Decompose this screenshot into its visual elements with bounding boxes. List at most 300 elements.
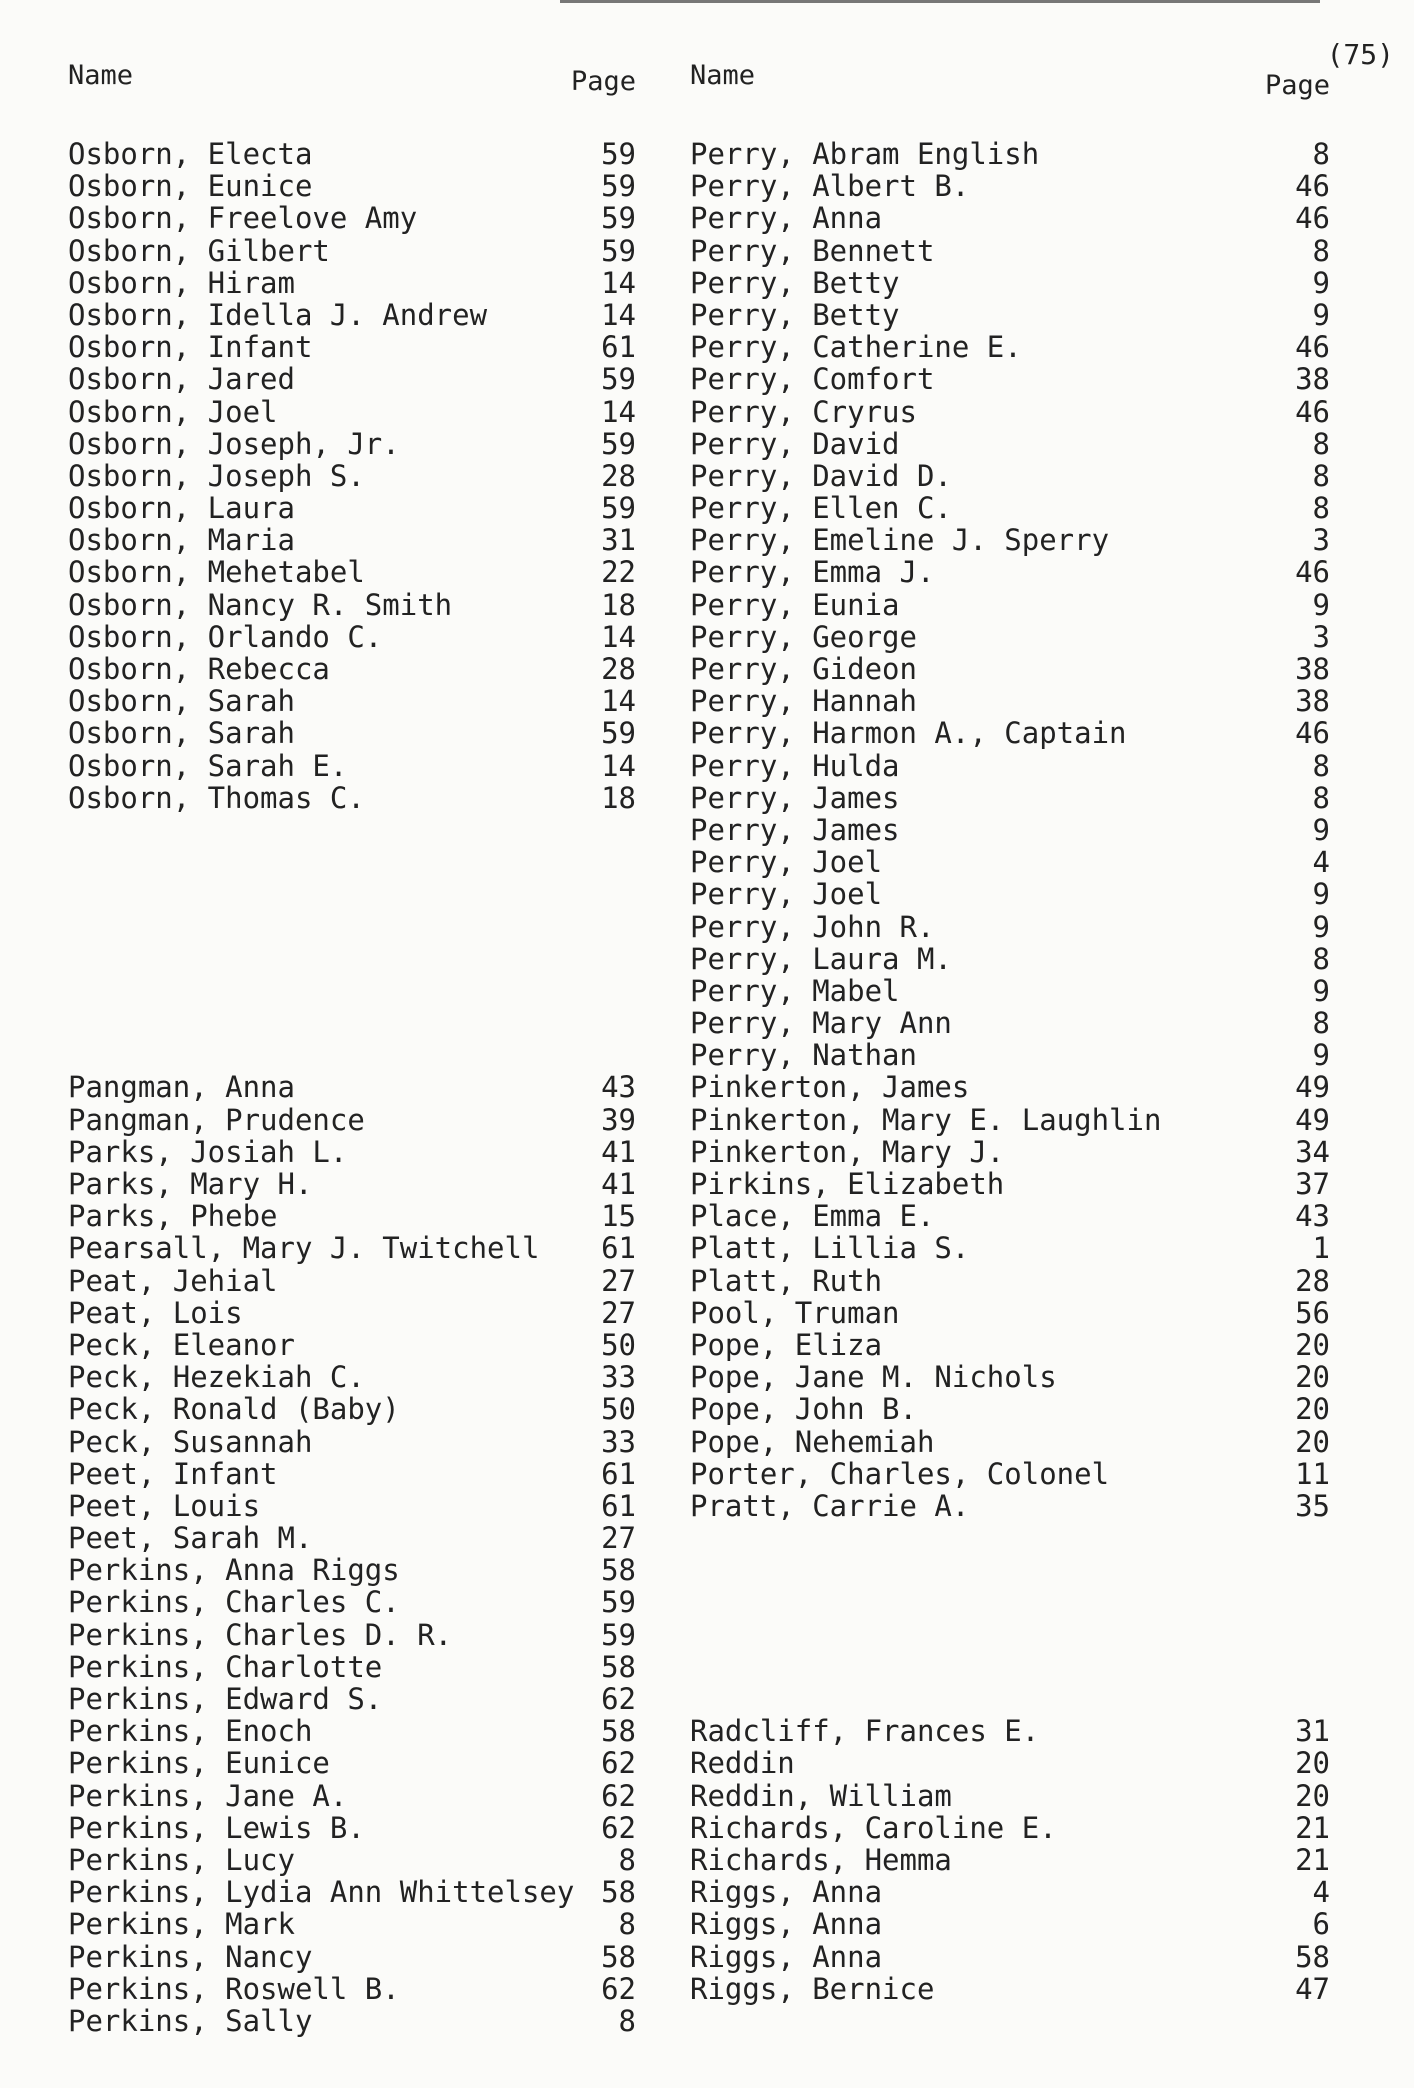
entry-name: Peat, Jehial xyxy=(68,1263,278,1298)
entry-name: Perry, George xyxy=(690,619,917,654)
index-entry xyxy=(690,460,1330,492)
entry-page: 8 xyxy=(618,1907,636,1942)
entry-name: Perkins, Lucy xyxy=(68,1842,295,1877)
entry-name: Perry, Catherine E. xyxy=(690,330,1022,365)
entry-name: Osborn, Mehetabel xyxy=(68,555,365,590)
entry-name: Pope, Jane M. Nichols xyxy=(690,1360,1057,1395)
entry-name: Radcliff, Frances E. xyxy=(690,1714,1040,1749)
entry-page: 8 xyxy=(1312,233,1330,268)
entry-page: 58 xyxy=(601,1875,636,1910)
entry-name: Osborn, Idella J. Andrew xyxy=(68,297,488,332)
entry-name: Perry, Betty xyxy=(690,297,900,332)
index-entry xyxy=(68,1329,636,1361)
page-number: (75) xyxy=(1326,38,1394,71)
index-entry xyxy=(68,1651,636,1683)
entry-page: 4 xyxy=(1312,1875,1330,1910)
entry-page: 14 xyxy=(601,748,636,783)
index-entry xyxy=(68,363,636,395)
entry-name: Perkins, Lewis B. xyxy=(68,1810,365,1845)
entry-name: Pratt, Carrie A. xyxy=(690,1488,970,1523)
entry-page: 46 xyxy=(1295,169,1330,204)
entry-name: Osborn, Freelove Amy xyxy=(68,201,418,236)
index-entry xyxy=(68,1265,636,1297)
index-entry xyxy=(690,267,1330,299)
index-entry xyxy=(690,685,1330,717)
index-entry xyxy=(68,1361,636,1393)
entry-page: 31 xyxy=(601,523,636,558)
index-entry xyxy=(690,1136,1330,1168)
entry-name: Perkins, Roswell B. xyxy=(68,1971,400,2006)
entry-name: Perry, Abram English xyxy=(690,137,1040,171)
entry-name: Perry, Nathan xyxy=(690,1038,917,1073)
entry-page: 28 xyxy=(601,458,636,493)
entry-page: 20 xyxy=(1295,1392,1330,1427)
index-entry xyxy=(68,170,636,202)
entry-name: Perkins, Charles D. R. xyxy=(68,1617,453,1652)
index-entry xyxy=(690,299,1330,331)
entry-page: 8 xyxy=(1312,1006,1330,1041)
entry-page: 46 xyxy=(1295,330,1330,365)
index-entry xyxy=(690,396,1330,428)
top-rule xyxy=(560,0,1320,3)
index-entry xyxy=(68,782,636,814)
index-entry xyxy=(690,524,1330,556)
index-entry xyxy=(690,1941,1330,1973)
index-entry xyxy=(690,1844,1330,1876)
index-entry xyxy=(690,1586,1330,1618)
index-entry xyxy=(690,975,1330,1007)
entry-name: Perry, Hannah xyxy=(690,684,917,719)
entry-page: 28 xyxy=(601,652,636,686)
entry-page: 9 xyxy=(1312,877,1330,912)
entry-page: 59 xyxy=(601,201,636,236)
entry-name: Perkins, Enoch xyxy=(68,1714,313,1749)
index-entry xyxy=(68,1104,636,1136)
entry-page: 20 xyxy=(1295,1360,1330,1395)
index-entry xyxy=(690,1812,1330,1844)
entry-page: 46 xyxy=(1295,555,1330,590)
index-entry xyxy=(690,1265,1330,1297)
index-entry xyxy=(690,492,1330,524)
entry-page: 61 xyxy=(601,1231,636,1266)
index-entry xyxy=(690,911,1330,943)
index-entry xyxy=(68,267,636,299)
index-entry xyxy=(68,1747,636,1779)
entry-page: 11 xyxy=(1295,1456,1330,1491)
entry-page: 46 xyxy=(1295,716,1330,751)
entry-page: 58 xyxy=(1295,1939,1330,1974)
entry-page: 58 xyxy=(601,1553,636,1588)
index-entry xyxy=(690,1458,1330,1490)
entry-name: Platt, Lillia S. xyxy=(690,1231,970,1266)
entry-name: Perry, David xyxy=(690,426,900,461)
entry-name: Peet, Infant xyxy=(68,1456,278,1491)
entry-name: Perry, Eunia xyxy=(690,587,900,622)
index-entry xyxy=(690,782,1330,814)
entry-page: 9 xyxy=(1312,297,1330,332)
index-entry xyxy=(68,685,636,717)
entry-page: 49 xyxy=(1295,1102,1330,1137)
entry-page: 59 xyxy=(601,716,636,751)
index-entry xyxy=(690,1522,1330,1554)
entry-name: Perkins, Mark xyxy=(68,1907,295,1942)
entry-page: 62 xyxy=(601,1810,636,1845)
index-entry xyxy=(68,1490,636,1522)
index-entry xyxy=(690,235,1330,267)
entry-page: 8 xyxy=(1312,748,1330,783)
entry-page: 58 xyxy=(601,1649,636,1684)
index-entry xyxy=(68,1973,636,2005)
name-header: Name xyxy=(690,60,756,91)
index-entry xyxy=(690,1490,1330,1522)
entry-page: 56 xyxy=(1295,1295,1330,1330)
entry-page: 33 xyxy=(601,1424,636,1459)
index-entry xyxy=(68,943,636,975)
index-entry xyxy=(690,1554,1330,1586)
entry-name: Perry, Laura M. xyxy=(690,941,952,976)
entry-page: 20 xyxy=(1295,1746,1330,1781)
index-entry xyxy=(690,1426,1330,1458)
entry-name: Riggs, Anna xyxy=(690,1939,883,1974)
index-entry xyxy=(68,1393,636,1425)
index-entry xyxy=(690,1651,1330,1683)
entry-page: 41 xyxy=(601,1134,636,1169)
entry-page: 20 xyxy=(1295,1424,1330,1459)
entry-name: Osborn, Orlando C. xyxy=(68,619,383,654)
entry-name: Perry, Albert B. xyxy=(690,169,970,204)
entry-name: Perry, Harmon A., Captain xyxy=(690,716,1127,751)
entry-page: 8 xyxy=(1312,137,1330,171)
entry-page: 14 xyxy=(601,619,636,654)
index-entry xyxy=(690,1876,1330,1908)
entry-name: Perkins, Charles C. xyxy=(68,1585,400,1620)
entry-name: Perkins, Lydia Ann Whittelsey xyxy=(68,1875,575,1910)
entry-name: Pool, Truman xyxy=(690,1295,900,1330)
entry-name: Osborn, Joseph S. xyxy=(68,458,365,493)
entry-page: 8 xyxy=(1312,780,1330,815)
index-entry xyxy=(690,589,1330,621)
entry-name: Porter, Charles, Colonel xyxy=(690,1456,1110,1491)
index-entry xyxy=(690,1329,1330,1361)
entry-name: Perkins, Nancy xyxy=(68,1939,313,1974)
index-entry xyxy=(68,1007,636,1039)
index-entry xyxy=(690,138,1330,170)
entry-page: 62 xyxy=(601,1682,636,1716)
entry-name: Peck, Hezekiah C. xyxy=(68,1360,365,1395)
index-entry xyxy=(68,460,636,492)
index-entry xyxy=(690,1168,1330,1200)
entry-page: 15 xyxy=(601,1199,636,1234)
index-entry xyxy=(690,1104,1330,1136)
entry-page: 8 xyxy=(618,2003,636,2038)
entry-page: 58 xyxy=(601,1939,636,1974)
entry-name: Pope, Eliza xyxy=(690,1327,883,1362)
entry-name: Perry, Anna xyxy=(690,201,883,236)
index-entry xyxy=(690,1071,1330,1103)
index-entry xyxy=(690,363,1330,395)
index-entry xyxy=(68,1941,636,1973)
entry-page: 59 xyxy=(601,1617,636,1652)
entry-page: 33 xyxy=(601,1360,636,1395)
index-entry xyxy=(68,138,636,170)
entry-name: Pangman, Anna xyxy=(68,1070,295,1105)
index-entry xyxy=(68,1200,636,1232)
index-entry xyxy=(68,299,636,331)
index-entry xyxy=(68,1458,636,1490)
index-entry xyxy=(68,814,636,846)
index-entry xyxy=(68,1586,636,1618)
entry-page: 38 xyxy=(1295,362,1330,397)
entry-page: 35 xyxy=(1295,1488,1330,1523)
entry-page: 9 xyxy=(1312,909,1330,944)
entry-page: 62 xyxy=(601,1778,636,1813)
entry-page: 61 xyxy=(601,330,636,365)
index-entry xyxy=(690,1747,1330,1779)
entry-page: 27 xyxy=(601,1521,636,1556)
index-entry xyxy=(68,1683,636,1715)
index-entry xyxy=(68,750,636,782)
entry-page: 14 xyxy=(601,297,636,332)
index-entry xyxy=(690,1200,1330,1232)
entry-name: Place, Emma E. xyxy=(690,1199,935,1234)
column-header xyxy=(690,60,1330,101)
entry-name: Perry, James xyxy=(690,780,900,815)
entry-name: Peck, Susannah xyxy=(68,1424,313,1459)
entry-name: Osborn, Eunice xyxy=(68,169,313,204)
entry-name: Pinkerton, Mary E. Laughlin xyxy=(690,1102,1162,1137)
index-entry xyxy=(690,1908,1330,1940)
index-entry xyxy=(68,975,636,1007)
entry-name: Reddin, William xyxy=(690,1778,952,1813)
entry-name: Perry, Emeline J. Sperry xyxy=(690,523,1110,558)
entry-page: 18 xyxy=(601,587,636,622)
index-entry xyxy=(690,846,1330,878)
index-entry xyxy=(68,1232,636,1264)
entry-page: 8 xyxy=(618,1842,636,1877)
index-entry xyxy=(68,911,636,943)
page-header: Page xyxy=(1264,70,1330,101)
entry-page: 59 xyxy=(601,491,636,526)
entry-page: 61 xyxy=(601,1456,636,1491)
index-entry xyxy=(690,943,1330,975)
entry-page: 58 xyxy=(601,1714,636,1749)
entry-name: Peet, Sarah M. xyxy=(68,1521,313,1556)
entry-name: Perry, David D. xyxy=(690,458,952,493)
entry-name: Pinkerton, Mary J. xyxy=(690,1134,1005,1169)
entry-name: Osborn, Joseph, Jr. xyxy=(68,426,400,461)
entry-name: Perry, Comfort xyxy=(690,362,935,397)
entry-name: Platt, Ruth xyxy=(690,1263,883,1298)
index-entry xyxy=(690,653,1330,685)
entry-page: 38 xyxy=(1295,652,1330,686)
index-entry xyxy=(68,1168,636,1200)
entry-name: Perkins, Charlotte xyxy=(68,1649,383,1684)
entry-name: Perry, Cryrus xyxy=(690,394,917,429)
index-entry xyxy=(690,428,1330,460)
index-entry xyxy=(690,750,1330,782)
entry-name: Peat, Lois xyxy=(68,1295,243,1330)
index-entry xyxy=(68,396,636,428)
entry-page: 8 xyxy=(1312,941,1330,976)
entry-name: Parks, Mary H. xyxy=(68,1167,313,1201)
entry-page: 14 xyxy=(601,394,636,429)
entry-page: 62 xyxy=(601,1971,636,2006)
entry-page: 34 xyxy=(1295,1134,1330,1169)
index-entry xyxy=(68,717,636,749)
entry-name: Osborn, Sarah E. xyxy=(68,748,348,783)
entry-page: 28 xyxy=(1295,1263,1330,1298)
entry-name: Richards, Caroline E. xyxy=(690,1810,1057,1845)
entry-page: 21 xyxy=(1295,1842,1330,1877)
index-entry xyxy=(68,556,636,588)
entry-name: Osborn, Electa xyxy=(68,137,313,171)
entry-name: Pirkins, Elizabeth xyxy=(690,1167,1005,1201)
entry-name: Riggs, Anna xyxy=(690,1907,883,1942)
entry-page: 59 xyxy=(601,362,636,397)
entry-page: 27 xyxy=(601,1295,636,1330)
entry-page: 27 xyxy=(601,1263,636,1298)
index-entry xyxy=(690,814,1330,846)
index-entry xyxy=(68,1297,636,1329)
entry-name: Perry, Bennett xyxy=(690,233,935,268)
entry-page: 59 xyxy=(601,169,636,204)
entry-name: Perry, James xyxy=(690,812,900,847)
entry-page: 14 xyxy=(601,684,636,719)
entry-page: 47 xyxy=(1295,1971,1330,2006)
entry-name: Perry, Hulda xyxy=(690,748,900,783)
index-entry xyxy=(68,1812,636,1844)
entry-name: Perkins, Anna Riggs xyxy=(68,1553,400,1588)
entry-page: 3 xyxy=(1312,523,1330,558)
index-entry xyxy=(68,524,636,556)
entry-page: 8 xyxy=(1312,491,1330,526)
entry-page: 4 xyxy=(1312,845,1330,880)
entry-page: 46 xyxy=(1295,201,1330,236)
entry-page: 9 xyxy=(1312,265,1330,300)
index-entry xyxy=(68,1844,636,1876)
entry-page: 49 xyxy=(1295,1070,1330,1105)
index-entry xyxy=(690,717,1330,749)
entry-page: 50 xyxy=(601,1327,636,1362)
index-entry xyxy=(68,1780,636,1812)
entry-page: 43 xyxy=(601,1070,636,1105)
entry-page: 59 xyxy=(601,1585,636,1620)
entry-name: Perkins, Edward S. xyxy=(68,1682,383,1716)
index-entry xyxy=(690,1039,1330,1071)
entry-name: Reddin xyxy=(690,1746,795,1781)
entry-page: 41 xyxy=(601,1167,636,1201)
entry-list-left xyxy=(68,138,636,2037)
entry-page: 18 xyxy=(601,780,636,815)
index-entry xyxy=(68,621,636,653)
entry-name: Pinkerton, James xyxy=(690,1070,970,1105)
entry-name: Perry, Mabel xyxy=(690,973,900,1008)
entry-name: Parks, Phebe xyxy=(68,1199,278,1234)
index-entry xyxy=(68,589,636,621)
entry-page: 3 xyxy=(1312,619,1330,654)
entry-name: Perkins, Eunice xyxy=(68,1746,330,1781)
page-header: Page xyxy=(570,66,636,97)
entry-page: 1 xyxy=(1312,1231,1330,1266)
index-entry xyxy=(68,1071,636,1103)
entry-name: Perry, Betty xyxy=(690,265,900,300)
entry-name: Riggs, Bernice xyxy=(690,1971,935,2006)
entry-page: 62 xyxy=(601,1746,636,1781)
entry-page: 9 xyxy=(1312,587,1330,622)
index-entry xyxy=(690,1619,1330,1651)
entry-name: Osborn, Laura xyxy=(68,491,295,526)
entry-page: 37 xyxy=(1295,1167,1330,1201)
index-entry xyxy=(68,235,636,267)
index-entry xyxy=(68,1908,636,1940)
index-entry xyxy=(690,556,1330,588)
entry-page: 9 xyxy=(1312,973,1330,1008)
index-entry xyxy=(690,1297,1330,1329)
index-entry xyxy=(690,1715,1330,1747)
entry-page: 22 xyxy=(601,555,636,590)
entry-name: Osborn, Sarah xyxy=(68,716,295,751)
entry-name: Perry, Gideon xyxy=(690,652,917,686)
entry-page: 8 xyxy=(1312,426,1330,461)
index-entry xyxy=(68,1522,636,1554)
entry-name: Pangman, Prudence xyxy=(68,1102,365,1137)
index-entry xyxy=(68,1136,636,1168)
entry-name: Osborn, Gilbert xyxy=(68,233,330,268)
entry-page: 9 xyxy=(1312,1038,1330,1073)
entry-page: 38 xyxy=(1295,684,1330,719)
index-entry xyxy=(690,170,1330,202)
index-entry xyxy=(68,1554,636,1586)
entry-name: Perry, Joel xyxy=(690,845,883,880)
entry-page: 43 xyxy=(1295,1199,1330,1234)
entry-page: 39 xyxy=(601,1102,636,1137)
entry-name: Pope, Nehemiah xyxy=(690,1424,935,1459)
entry-name: Osborn, Joel xyxy=(68,394,278,429)
index-entry xyxy=(690,1973,1330,2005)
index-entry xyxy=(68,331,636,363)
entry-page: 50 xyxy=(601,1392,636,1427)
entry-name: Perry, Mary Ann xyxy=(690,1006,952,1041)
index-entry xyxy=(690,878,1330,910)
index-entry xyxy=(690,1683,1330,1715)
index-entry xyxy=(68,492,636,524)
index-entry xyxy=(68,1715,636,1747)
index-entry xyxy=(690,1393,1330,1425)
entry-page: 46 xyxy=(1295,394,1330,429)
index-entry xyxy=(68,1619,636,1651)
entry-page: 14 xyxy=(601,265,636,300)
index-entry xyxy=(68,878,636,910)
index-entry xyxy=(690,621,1330,653)
entry-name: Perry, Ellen C. xyxy=(690,491,952,526)
entry-page: 31 xyxy=(1295,1714,1330,1749)
entry-page: 61 xyxy=(601,1488,636,1523)
index-column-right xyxy=(690,60,1330,2005)
entry-name: Osborn, Infant xyxy=(68,330,313,365)
entry-name: Osborn, Hiram xyxy=(68,265,295,300)
index-entry xyxy=(690,202,1330,234)
index-entry xyxy=(68,1426,636,1458)
entry-name: Osborn, Sarah xyxy=(68,684,295,719)
entry-page: 9 xyxy=(1312,812,1330,847)
entry-name: Richards, Hemma xyxy=(690,1842,952,1877)
entry-name: Perkins, Jane A. xyxy=(68,1778,348,1813)
index-entry xyxy=(690,1232,1330,1264)
index-entry xyxy=(68,653,636,685)
index-entry xyxy=(68,1039,636,1071)
entry-name: Perkins, Sally xyxy=(68,2003,313,2038)
index-column-left xyxy=(68,60,636,2037)
